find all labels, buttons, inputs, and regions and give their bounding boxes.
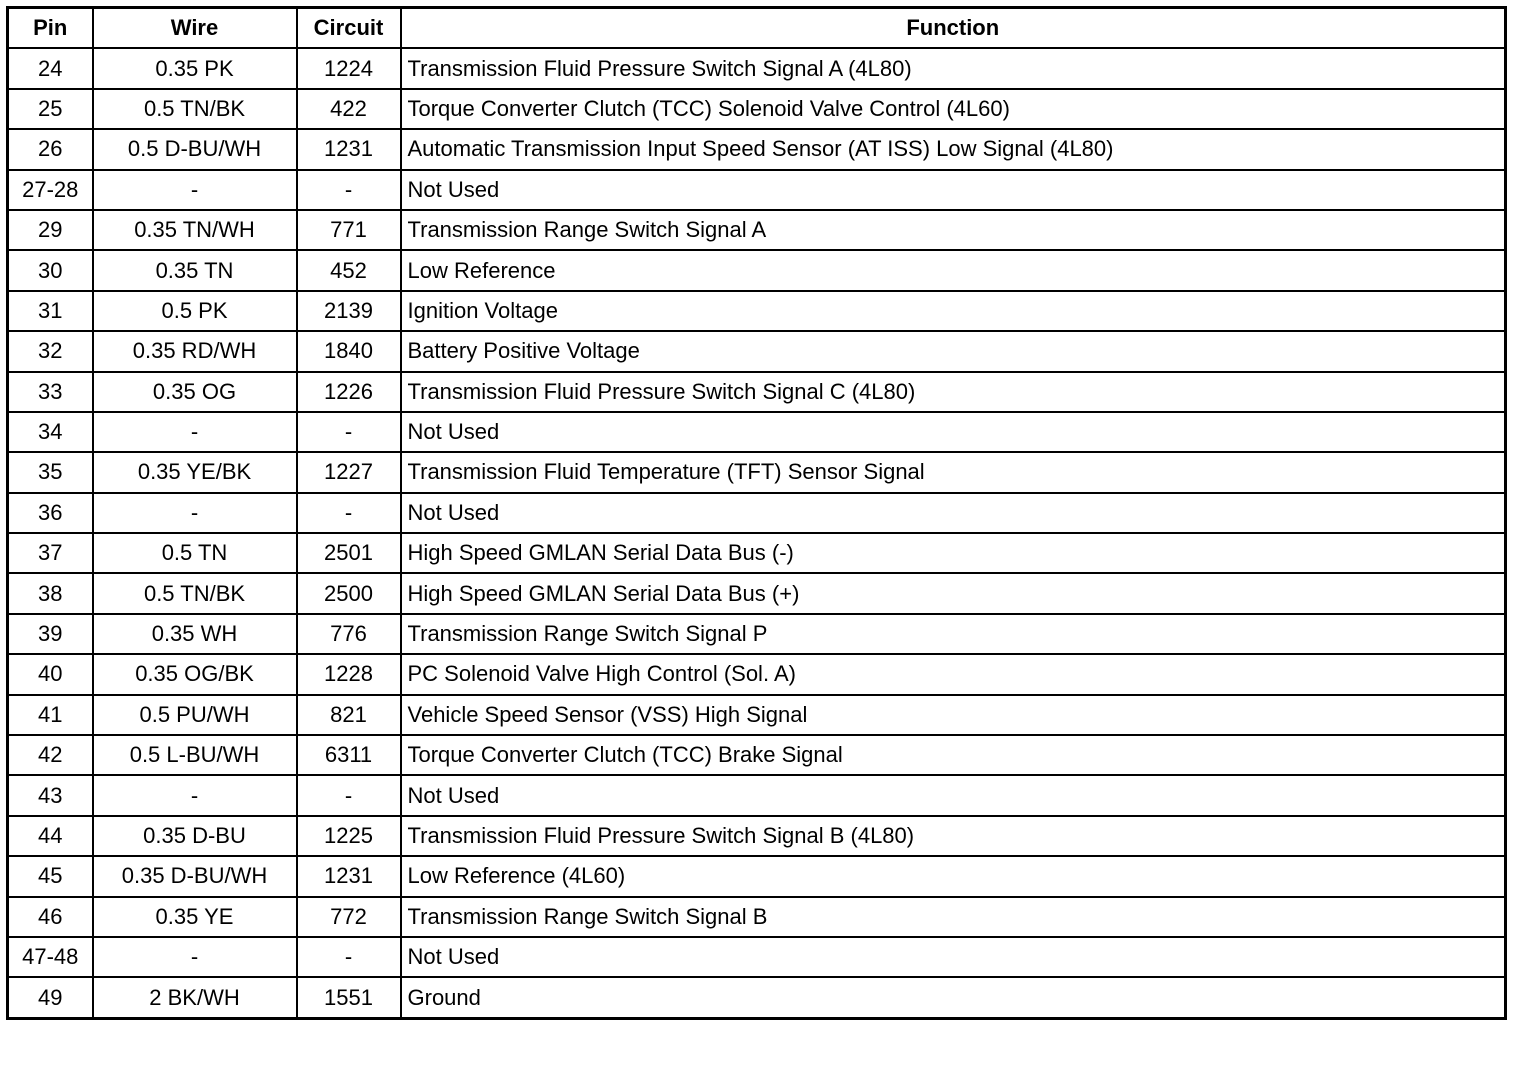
function-cell: Ignition Voltage [401,291,1506,331]
header-row [8,8,1506,49]
pin-cell: 45 [8,856,93,896]
circuit-cell: 6311 [297,735,401,775]
header-function: Function [401,8,1506,49]
table-row [8,493,1506,533]
wire-cell: 2 BK/WH [93,977,297,1018]
pin-cell: 40 [8,654,93,694]
wire-cell: 0.35 PK [93,48,297,88]
table-row [8,695,1506,735]
header-pin: Pin [8,8,93,49]
table-row [8,977,1506,1018]
wire-cell: 0.35 TN/WH [93,210,297,250]
function-cell: Transmission Fluid Pressure Switch Signal B (4L80) [401,816,1506,856]
pin-cell: 33 [8,372,93,412]
pin-cell: 43 [8,775,93,815]
function-cell: Transmission Range Switch Signal B [401,897,1506,937]
circuit-cell: 1225 [297,816,401,856]
table-row [8,937,1506,977]
wire-cell: - [93,170,297,210]
function-cell: Not Used [401,493,1506,533]
wire-cell: 0.35 WH [93,614,297,654]
function-cell: Transmission Fluid Pressure Switch Signal C (4L80) [401,372,1506,412]
pin-cell: 24 [8,48,93,88]
table-row [8,372,1506,412]
function-cell: Torque Converter Clutch (TCC) Solenoid Valve Control (4L60) [401,89,1506,129]
table-row [8,48,1506,88]
table-row [8,654,1506,694]
function-cell: Not Used [401,775,1506,815]
wire-cell: 0.35 D-BU/WH [93,856,297,896]
function-cell: Vehicle Speed Sensor (VSS) High Signal [401,695,1506,735]
pin-cell: 49 [8,977,93,1018]
pin-cell: 25 [8,89,93,129]
circuit-cell: 452 [297,250,401,290]
pin-cell: 30 [8,250,93,290]
table-row [8,573,1506,613]
pin-cell: 42 [8,735,93,775]
circuit-cell: 1224 [297,48,401,88]
circuit-cell: 2139 [297,291,401,331]
circuit-cell: 2500 [297,573,401,613]
pin-cell: 35 [8,452,93,492]
wire-cell: 0.5 PU/WH [93,695,297,735]
pin-cell: 37 [8,533,93,573]
circuit-cell: 771 [297,210,401,250]
pin-cell: 39 [8,614,93,654]
pin-cell: 26 [8,129,93,169]
table-row [8,412,1506,452]
table-header [8,8,1506,49]
function-cell: Transmission Range Switch Signal A [401,210,1506,250]
wire-cell: - [93,775,297,815]
circuit-cell: - [297,937,401,977]
pin-table [6,6,1507,1020]
circuit-cell: - [297,412,401,452]
table-row [8,331,1506,371]
wire-cell: 0.5 TN/BK [93,573,297,613]
header-circuit: Circuit [297,8,401,49]
wire-cell: 0.5 D-BU/WH [93,129,297,169]
wire-cell: - [93,937,297,977]
pin-cell: 27-28 [8,170,93,210]
function-cell: PC Solenoid Valve High Control (Sol. A) [401,654,1506,694]
circuit-cell: 821 [297,695,401,735]
table-body [8,48,1506,1018]
wire-cell: 0.35 TN [93,250,297,290]
wire-cell: 0.35 YE/BK [93,452,297,492]
circuit-cell: 776 [297,614,401,654]
circuit-cell: - [297,493,401,533]
circuit-cell: - [297,170,401,210]
pin-cell: 32 [8,331,93,371]
function-cell: Low Reference [401,250,1506,290]
table-row [8,775,1506,815]
pin-cell: 38 [8,573,93,613]
function-cell: Transmission Range Switch Signal P [401,614,1506,654]
function-cell: Not Used [401,170,1506,210]
table-row [8,816,1506,856]
table-row [8,210,1506,250]
circuit-cell: 1840 [297,331,401,371]
function-cell: High Speed GMLAN Serial Data Bus (+) [401,573,1506,613]
function-cell: Ground [401,977,1506,1018]
circuit-cell: 1227 [297,452,401,492]
function-cell: Transmission Fluid Temperature (TFT) Sensor Signal [401,452,1506,492]
circuit-cell: 1231 [297,129,401,169]
table-row [8,735,1506,775]
function-cell: Automatic Transmission Input Speed Sensor (AT ISS) Low Signal (4L80) [401,129,1506,169]
circuit-cell: 2501 [297,533,401,573]
table-row [8,856,1506,896]
table-row [8,291,1506,331]
pin-cell: 34 [8,412,93,452]
pin-cell: 47-48 [8,937,93,977]
pin-cell: 29 [8,210,93,250]
function-cell: Low Reference (4L60) [401,856,1506,896]
pin-cell: 31 [8,291,93,331]
wire-cell: 0.35 D-BU [93,816,297,856]
function-cell: Transmission Fluid Pressure Switch Signal A (4L80) [401,48,1506,88]
table-row [8,452,1506,492]
table-row [8,897,1506,937]
wire-cell: 0.35 OG [93,372,297,412]
function-cell: Battery Positive Voltage [401,331,1506,371]
function-cell: Torque Converter Clutch (TCC) Brake Signal [401,735,1506,775]
wire-cell: 0.5 TN [93,533,297,573]
table-row [8,614,1506,654]
circuit-cell: 1231 [297,856,401,896]
pin-cell: 36 [8,493,93,533]
circuit-cell: 422 [297,89,401,129]
table-row [8,129,1506,169]
function-cell: High Speed GMLAN Serial Data Bus (-) [401,533,1506,573]
wire-cell: 0.5 L-BU/WH [93,735,297,775]
wire-cell: 0.5 PK [93,291,297,331]
wire-cell: - [93,412,297,452]
function-cell: Not Used [401,937,1506,977]
table-row [8,250,1506,290]
circuit-cell: 1226 [297,372,401,412]
table-row [8,170,1506,210]
header-wire: Wire [93,8,297,49]
pin-cell: 44 [8,816,93,856]
wire-cell: 0.35 RD/WH [93,331,297,371]
wire-cell: 0.5 TN/BK [93,89,297,129]
wire-cell: 0.35 OG/BK [93,654,297,694]
wire-cell: - [93,493,297,533]
circuit-cell: 1551 [297,977,401,1018]
pin-cell: 41 [8,695,93,735]
table-row [8,533,1506,573]
circuit-cell: - [297,775,401,815]
function-cell: Not Used [401,412,1506,452]
circuit-cell: 772 [297,897,401,937]
wire-cell: 0.35 YE [93,897,297,937]
circuit-cell: 1228 [297,654,401,694]
table-row [8,89,1506,129]
pin-cell: 46 [8,897,93,937]
